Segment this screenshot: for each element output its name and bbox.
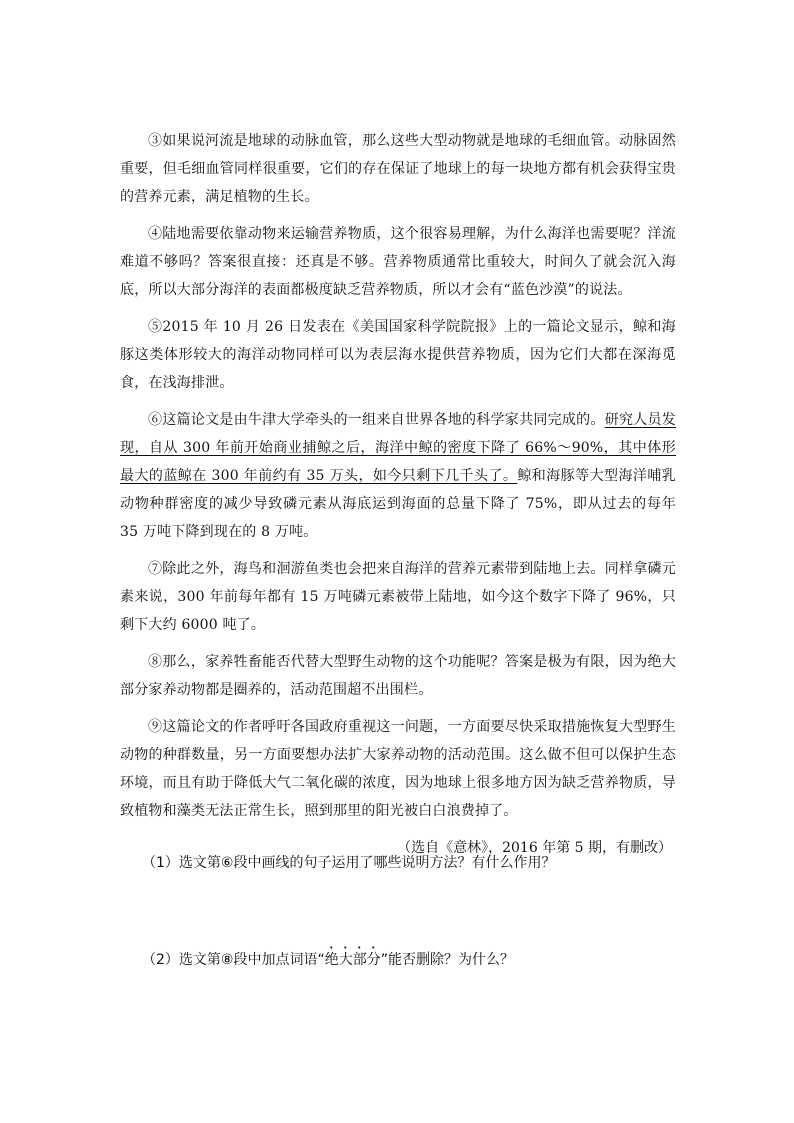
paragraph-3-text: ③如果说河流是地球的动脉血管，那么这些大型动物就是地球的毛细血管。动脉固然重要，但毛细血管同样很重要，它们的存在保证了地球上的每一块地方都有机会获得宝贵的营养元素，满足植物的生长。 [120, 133, 676, 205]
article-body [120, 127, 676, 862]
question-2-end: ”能否删除？为什么？ [380, 952, 514, 968]
paragraph-7 [120, 555, 676, 639]
paragraph-5-text: ⑤2015 年 10 月 26 日发表在《美国国家科学院院报》上的一篇论文显示，鲸和海豚这类体形较大的海洋动物同样可以为表层海水提供营养物质，因为它们大都在深海觅食，在浅海排泄。 [120, 319, 676, 391]
source-citation: （选自《意林》，2016 年第 5 期，有删改） [397, 840, 672, 856]
paragraph-8 [120, 648, 676, 704]
paragraph-6 [120, 406, 676, 546]
paragraph-7-text: ⑦除此之外，海鸟和洄游鱼类也会把来自海洋的营养元素带到陆地上去。同样拿磷元素来说，300 年前每年都有 15 万吨磷元素被带上陆地，如今这个数字下降了 96%，只剩下大约 6000 吨了。 [120, 561, 676, 633]
paragraph-6-underlined-sentence: 研究人员发现，自从 300 年前开始商业捕鲸之后，海洋中鲸的密度下降了 66%～90%，其中体形最大的蓝鲸在 300 年前约有 35 万头，如今只剩下几千头了。 [120, 412, 676, 484]
question-1: （1）选文第⑥段中画线的句子运用了哪些说明方法？有什么作用？ [142, 855, 556, 871]
question-2-dotted-word: 绝大部分 [324, 952, 381, 968]
paragraph-5 [120, 313, 676, 397]
paragraph-4-text: ④陆地需要依靠动物来运输营养物质，这个很容易理解，为什么海洋也需要呢？洋流难道不够吗？答案很直接：还真是不够。营养物质通常比重较大，时间久了就会沉入海底，所以大部分海洋的表面都极度缺乏营养物质，所以才会有“蓝色沙漠”的说法。 [120, 226, 676, 298]
paragraph-6-rest: 鲸和海豚等大型海洋哺乳动物种群密度的减少导致磷元素从海底运到海面的总量下降了 75%，即从过去的每年 35 万吨下降到现在的 8 万吨。 [120, 468, 676, 540]
paragraph-3 [120, 127, 676, 211]
question-2 [142, 944, 514, 971]
paragraph-9-text: ⑨这篇论文的作者呼吁各国政府重视这一问题，一方面要尽快采取措施恢复大型野生动物的种群数量，另一方面要想办法扩大家养动物的活动范围。这么做不但可以保护生态环境，而且有助于降低大气二氧化碳的浓度，因为地球上很多地方因为缺乏营养物质，导致植物和藻类无法正常生长，照到那里的阳光被白白浪费掉了。 [120, 719, 676, 819]
paragraph-9 [120, 713, 676, 825]
question-2-start: （2）选文第⑧段中加点词语“ [142, 952, 325, 968]
paragraph-6-intro: ⑥这篇论文是由牛津大学牵头的一组来自世界各地的科学家共同完成的。 [148, 412, 605, 428]
paragraph-4 [120, 220, 676, 304]
paragraph-8-text: ⑧那么，家养牲畜能否代替大型野生动物的这个功能呢？答案是极为有限，因为绝大部分家养动物都是圈养的，活动范围超不出围栏。 [120, 654, 676, 698]
